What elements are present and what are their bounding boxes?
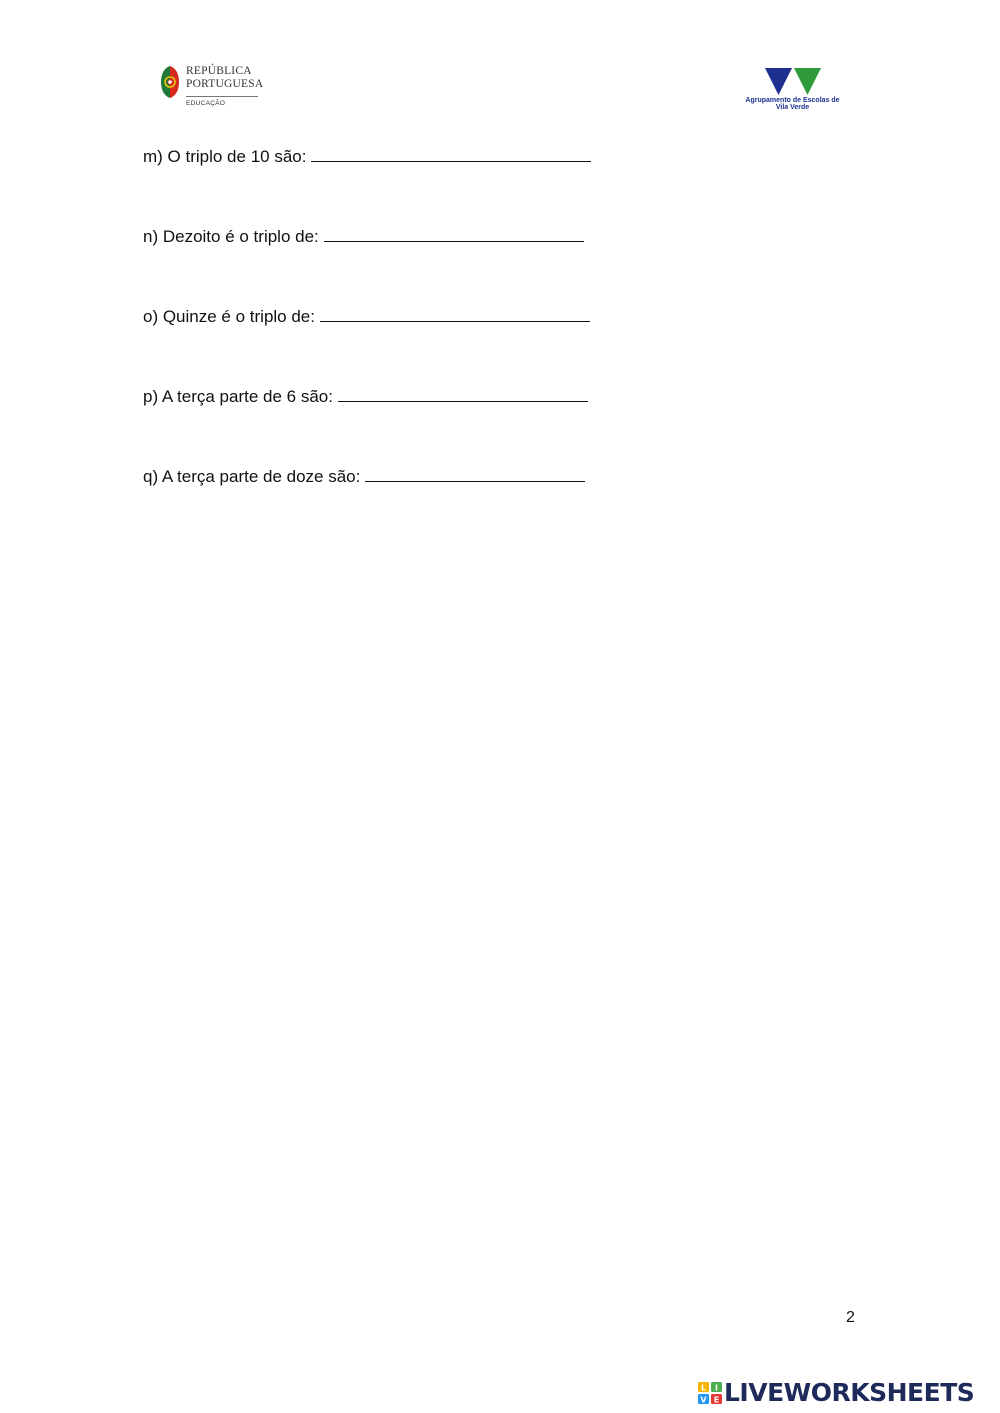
question-p xyxy=(143,386,703,466)
logo-text-vila-verde: Vila Verde xyxy=(775,104,810,111)
question-label: n) Dezoito é o triplo de: xyxy=(143,227,319,246)
logo-line-republica: REPÚBLICA xyxy=(186,65,252,77)
liveworksheets-wordmark[interactable]: LIVEWORKSHEETS xyxy=(724,1378,975,1407)
double-v-logo-icon xyxy=(765,68,821,96)
liveworksheets-logo-icon xyxy=(698,1382,722,1404)
icon-letter-l: L xyxy=(700,1383,707,1393)
question-q xyxy=(143,466,703,546)
portugal-flag-emblem-icon xyxy=(160,65,180,99)
republica-portuguesa-logo xyxy=(160,63,270,111)
answer-blank[interactable] xyxy=(324,240,584,242)
answer-blank[interactable] xyxy=(338,400,588,402)
page-number: 2 xyxy=(846,1309,855,1326)
logo-line-portuguesa: PORTUGUESA xyxy=(186,77,264,90)
answer-blank[interactable] xyxy=(311,160,591,162)
question-label: p) A terça parte de 6 são: xyxy=(143,387,333,406)
question-m xyxy=(143,146,703,226)
logo-subtitle-educacao: EDUCAÇÃO xyxy=(186,100,226,107)
question-n xyxy=(143,226,703,306)
question-label: m) O triplo de 10 são: xyxy=(143,147,307,166)
question-label: q) A terça parte de doze são: xyxy=(143,467,361,486)
liveworksheets-brand xyxy=(698,1378,994,1408)
question-label: o) Quinze é o triplo de: xyxy=(143,307,315,326)
icon-letter-i: I xyxy=(715,1383,718,1393)
answer-blank[interactable] xyxy=(365,480,585,482)
questions-list xyxy=(143,146,703,546)
agrupamento-escolas-logo xyxy=(735,68,850,114)
answer-blank[interactable] xyxy=(320,320,590,322)
question-o xyxy=(143,306,703,386)
icon-letter-v: V xyxy=(700,1395,707,1404)
logo-divider xyxy=(186,96,258,97)
icon-letter-e: E xyxy=(713,1395,720,1404)
logo-text-agrupamento: Agrupamento de Escolas de xyxy=(745,97,840,104)
